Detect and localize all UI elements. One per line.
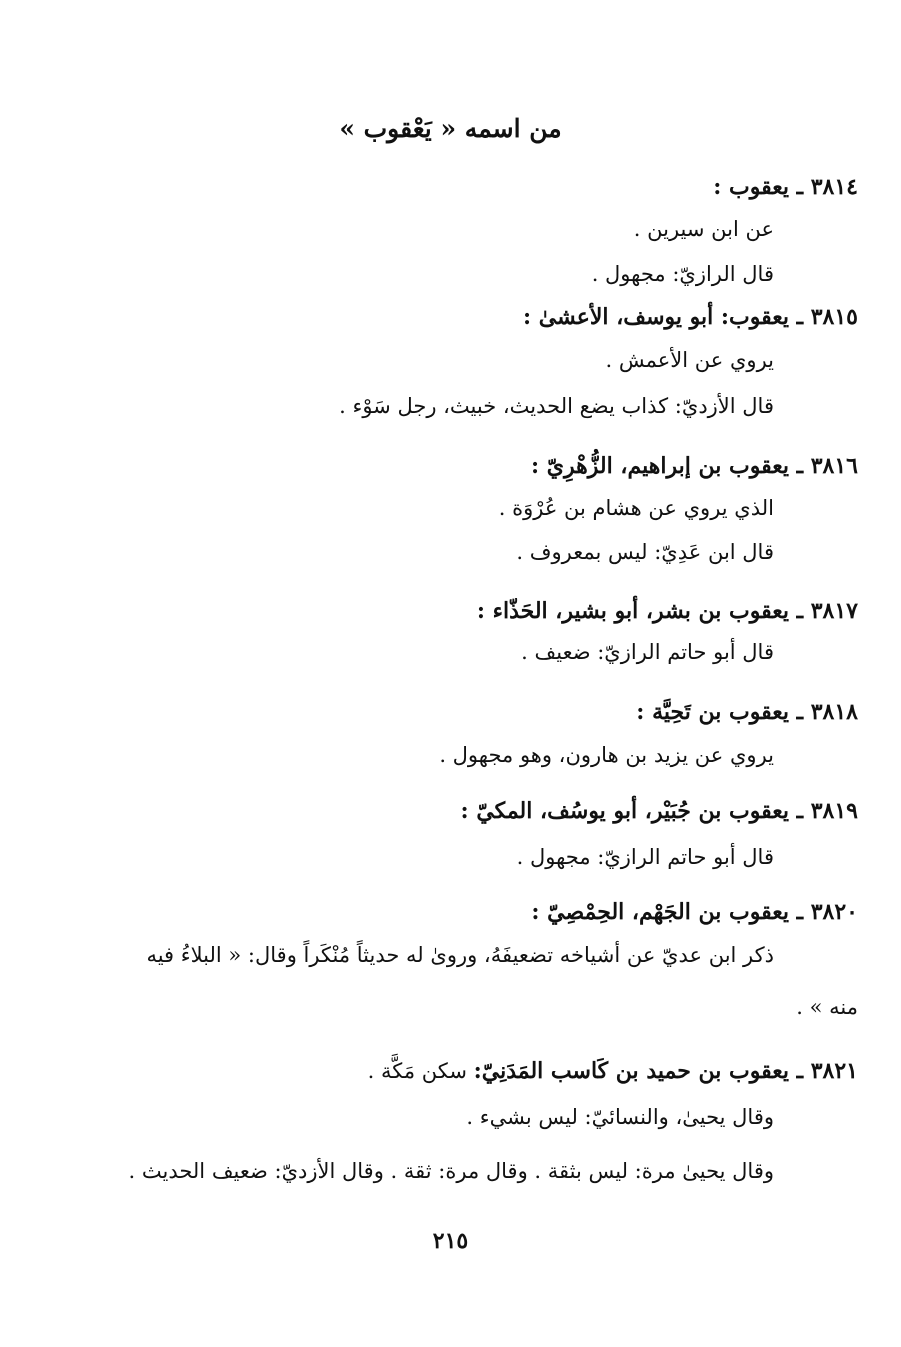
entry-3816-line-1: الذي يروي عن هشام بن عُرْوَة . [498, 496, 774, 520]
entry-3821-line-2: وقال يحيىٰ مرة: ليس بثقة . وقال مرة: ثقة . وقال الأزديّ: ضعيف الحديث . [128, 1159, 774, 1183]
entry-3821-title-tail: سكن مَكَّة . [367, 1059, 467, 1083]
entry-3819-line-1: قال أبو حاتم الرازيّ: مجهول . [516, 845, 774, 869]
entry-3821-title: ٣٨٢١ ـ يعقوب بن حميد بن كَاسب المَدَنِيّ: [473, 1058, 858, 1084]
entry-3814-line-2: قال الرازيّ: مجهول . [591, 262, 774, 286]
entry-3820-line-1: ذكر ابن عديّ عن أشياخه تضعيفَهُ، وروىٰ له حديثاً مُنْكَراً وقال: « البلاءُ فيه [146, 943, 774, 967]
page-number: ٢١٥ [432, 1228, 469, 1254]
entry-3815-line-1: يروي عن الأعمش . [605, 348, 774, 372]
entry-3816-title: ٣٨١٦ ـ يعقوب بن إبراهيم، الزُّهْرِيّ : [531, 453, 858, 479]
entry-3816-line-2: قال ابن عَدِيّ: ليس بمعروف . [516, 540, 774, 564]
entry-3820-line-2: منه » . [796, 995, 858, 1019]
entry-3814-line-1: عن ابن سيرين . [633, 217, 774, 241]
entry-3819-title: ٣٨١٩ ـ يعقوب بن جُبَيْر، أبو يوسُف، المكيّ : [460, 798, 858, 824]
entry-3818-line-1: يروي عن يزيد بن هارون، وهو مجهول . [439, 743, 774, 767]
entry-3817-title: ٣٨١٧ ـ يعقوب بن بشر، أبو بشير، الحَذّاء : [476, 598, 858, 624]
entry-3821-line-1: وقال يحيىٰ، والنسائيّ: ليس بشيء . [466, 1105, 774, 1129]
entry-3815-title: ٣٨١٥ ـ يعقوب: أبو يوسف، الأعشىٰ : [523, 304, 858, 330]
entry-3814-title: ٣٨١٤ ـ يعقوب : [713, 174, 858, 200]
entry-3818-title: ٣٨١٨ ـ يعقوب بن تَحِيَّة : [636, 699, 858, 725]
page-heading: من اسمه « يَعْقوب » [339, 114, 562, 143]
entry-3820-title: ٣٨٢٠ ـ يعقوب بن الجَهْم، الحِمْصِيّ : [531, 899, 858, 925]
entry-3815-line-2: قال الأزديّ: كذاب يضع الحديث، خبيث، رجل سَوْء . [339, 394, 774, 418]
entry-3821-title-row [368, 1056, 858, 1086]
entry-3817-line-1: قال أبو حاتم الرازيّ: ضعيف . [521, 640, 774, 664]
